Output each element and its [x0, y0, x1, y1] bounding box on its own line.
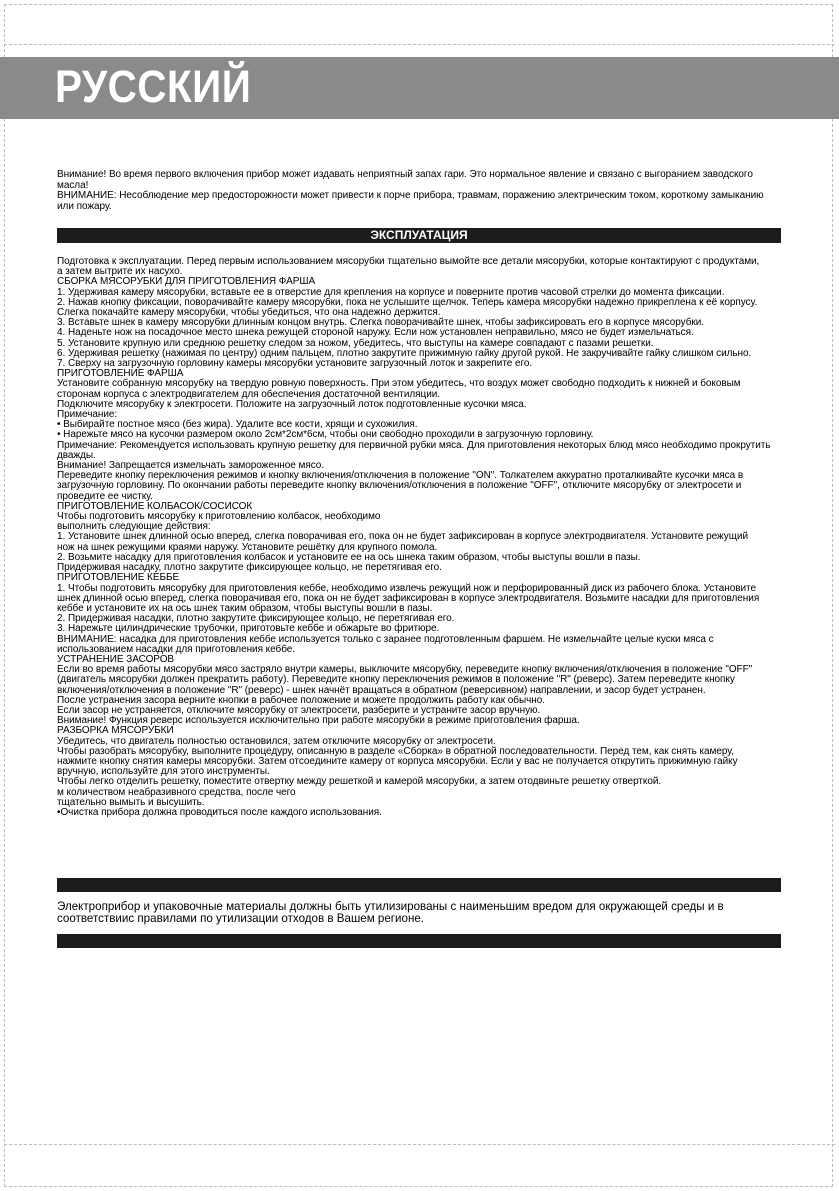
instruction-line: • Нарежьте мясо на кусочки размером около 2см*2см*6см, чтобы они свободно проходили в загрузочную горловину. [57, 429, 594, 441]
instruction-line: м количеством неабразивного средства, после чего [57, 786, 296, 798]
instruction-line: ВНИМАНИЕ: насадка для приготовления кеббе используется только с заранее подготовленным фаршем. Не измельчайте целые куски мяса с [57, 633, 714, 645]
instruction-line: Чтобы легко отделить решетку, поместите отвертку между решеткой и камерой мясорубки, а затем отодвиньте решетку отверткой. [57, 776, 662, 788]
language-banner [0, 57, 839, 119]
instruction-line: шнек длинной осью вперед, слегка поворачивая его, пока он не будет зафиксирован в корпусе электродвигателя. Возьмите насадки для приготовления [57, 592, 760, 604]
instruction-line: ПРИГОТОВЛЕНИЕ КЕББЕ [57, 572, 180, 584]
instruction-line: Примечание: Рекомендуется использовать крупную решетку для первичной рубки мяса. Для приготовления некоторых блюд мясо необходимо прокрутить [57, 439, 771, 451]
instruction-line: а затем вытрите их насухо. [57, 266, 183, 278]
instruction-line: 7. Сверху на загрузочную горловину камеры мясорубки установите загрузочный лоток и закрепите его. [57, 358, 533, 370]
instruction-line: 3. Нарежьте цилиндрические трубочки, приготовьте кеббе и обжарьте во фритюре. [57, 623, 440, 635]
instruction-line: Убедитесь, что двигатель полностью остановился, затем отключите мясорубку от электросети. [57, 735, 496, 747]
instruction-line: ПРИГОТОВЛЕНИЕ ФАРША [57, 368, 184, 380]
warning-notice [57, 170, 797, 212]
warning-line: Внимание! Во время первого включения прибор может издавать неприятный запах гари. Это нормальное явление и связано с выгоранием заводского [57, 169, 753, 180]
instruction-line: включения/отключения в положение "R" (реверс) - шнек начнёт вращаться в обратном (реверсивном) направлении, и засор будет устранен. [57, 684, 706, 696]
instruction-line: ПРИГОТОВЛЕНИЕ КОЛБАСОК/СОСИСОК [57, 500, 253, 512]
instruction-line: проведите ее чистку. [57, 490, 153, 502]
disposal-notice [57, 901, 802, 926]
instruction-line: Примечание: [57, 409, 118, 421]
instruction-line: 1. Чтобы подготовить мясорубку для приготовления кеббе, необходимо извлечь режущий нож и перфорированный диск из рабочего блока. Установите [57, 582, 756, 594]
instruction-line: 1. Удерживая камеру мясорубки, вставьте ее в отверстие для крепления на корпусе и поверните против часовой стрелки до момента фиксации. [57, 286, 725, 298]
instruction-line: Чтобы подготовить мясорубку к приготовлению колбасок, необходимо [57, 511, 381, 523]
instruction-line: загрузочную горловину. По окончании работы переведите кнопку включения/отключения в положение "OFF", отключите мясорубку от электросети и [57, 480, 742, 492]
instruction-line: Переведите кнопку переключения режимов и кнопку включения/отключения в положение "ON". Толкателем аккуратно проталкивайте кусочки мяса в [57, 470, 744, 482]
section-footer-bar [57, 934, 781, 948]
instruction-line: Придерживая насадку, плотно закрутите фиксирующее кольцо, не перетягивая его. [57, 562, 442, 574]
instruction-line: 3. Вставьте шнек в камеру мясорубки длинным концом внутрь. Слегка поворачивайте шнек, чтобы зафиксировать его в корпусе мясорубки. [57, 317, 705, 329]
instruction-line: После устранения засора верните кнопки в рабочее положение и можете продолжить работу как обычно. [57, 694, 545, 706]
instruction-line: Слегка покачайте камеру мясорубки, чтобы убедиться, что она надежно держится. [57, 307, 441, 319]
instruction-line: 2. Нажав кнопку фиксации, поворачивайте камеру мясорубки, пока не услышите щелчок. Теперь камера мясорубки надежно прикреплена к её корпусу. [57, 296, 758, 308]
instruction-line: 2. Возьмите насадку для приготовления колбасок и установите ее на ось шнека таким образом, чтобы выступы вошли в пазы. [57, 551, 641, 563]
instruction-line: 1. Установите шнек длинной осью вперед, слегка поворачивая его, пока он не будет зафиксирован в корпусе электродвигателя. Установите режущий [57, 531, 748, 543]
instruction-line: РАЗБОРКА МЯСОРУБКИ [57, 725, 174, 737]
instruction-line: 2. Придерживая насадки, плотно закрутите фиксирующее кольцо, не перетягивая его. [57, 613, 455, 625]
warning-line: или пожару. [57, 200, 112, 212]
instruction-line: тщательно вымыть и высушить. [57, 796, 205, 808]
instruction-line: Внимание! Функция реверс используется исключительно при работе мясорубки в режиме приготовления фарша. [57, 715, 580, 727]
disposal-line: с правилами по утилизации отходов в Вашем регионе. [128, 912, 425, 926]
instruction-line: вручную, используйте для этого инструменты. [57, 766, 270, 778]
instruction-line: использованием насадки для приготовления кеббе. [57, 643, 296, 655]
instruction-line: Подключите мясорубку к электросети. Положите на загрузочный лоток подготовленные кусочки мяса. [57, 398, 527, 410]
instruction-line: сторонам корпуса с электродвигателем для обеспечения достаточной вентиляции. [57, 388, 440, 400]
instruction-line: 4. Наденьте нож на посадочное место шнека режущей стороной наружу. Если нож установлен неправильно, мясо не будет измельчаться. [57, 327, 694, 339]
instruction-line: Чтобы разобрать мясорубку, выполните процедуру, описанную в разделе «Сборка» в обратной последовательности. Перед тем, как снять камеру, [57, 745, 734, 757]
instruction-line: нажмите кнопку снятия камеры мясорубки. Затем отсоедините камеру от корпуса мясорубки. Если у вас не получается открутить прижимную гайку [57, 755, 738, 767]
instruction-line: Внимание! Запрещается измельчать замороженное мясо. [57, 460, 325, 472]
warning-line: ВНИМАНИЕ: Несоблюдение мер предосторожности может привести к порче прибора, травмам, поражению электрическим током, короткому замыканию [57, 190, 764, 202]
instruction-line: •Очистка прибора должна проводиться после каждого использования. [57, 806, 382, 818]
instruction-line: кеббе и установите их на ось шнек таким образом, чтобы выступы вошли в пазы. [57, 602, 433, 614]
instruction-line: Если во время работы мясорубки мясо застряло внутри камеры, выключите мясорубку, переведите кнопку включения/отключения в положение "OFF" [57, 664, 753, 676]
section-header-blank [57, 878, 781, 892]
instruction-line: СБОРКА МЯСОРУБКИ ДЛЯ ПРИГОТОВЛЕНИЯ ФАРША [57, 276, 316, 288]
instruction-line: дважды. [57, 449, 96, 461]
instruction-line: 5. Установите крупную или среднюю решетку следом за ножом, убедитесь, что выступы на камере совпадают с пазами решетки. [57, 337, 654, 349]
instruction-line: Установите собранную мясорубку на твердую ровную поверхность. При этом убедитесь, что воздух может свободно подходить к нижней и боковым [57, 378, 741, 390]
instruction-line: Подготовка к эксплуатации. Перед первым использованием мясорубки тщательно вымойте все детали мясорубки, которые контактируют с продуктами, [57, 256, 760, 267]
section-header-operation: ЭКСПЛУАТАЦИЯ [57, 228, 781, 243]
instruction-line: УСТРАНЕНИЕ ЗАСОРОВ [57, 653, 175, 665]
instruction-line: (двигатель мясорубки должен прекратить работу). Переведите кнопку переключения режимов в положение "R" (реверс). Затем переведите кнопку [57, 674, 735, 686]
instruction-line: Если засор не устраняется, отключите мясорубку от электросети, разберите и устраните засор вручную. [57, 704, 541, 716]
cut-line-top [4, 44, 835, 45]
warning-line: масла! [57, 179, 89, 191]
cut-line-bottom [4, 1144, 835, 1145]
instruction-line: 6. Удерживая решетку (нажимая по центру) одним пальцем, плотно закрутите прижимную гайку другой рукой. Не закручивайте гайку слишком сильно. [57, 347, 752, 359]
instruction-line: • Выбирайте постное мясо (без жира). Удалите все кости, хрящи и сухожилия. [57, 419, 418, 431]
instruction-line: выполнить следующие действия: [57, 521, 211, 533]
disposal-line: Электроприбор и упаковочные материалы должны быть утилизированы с наименьшим вредом для окружающей среды и в соответствии [57, 900, 724, 926]
page-title: РУССКИЙ [55, 61, 252, 112]
operation-instructions [57, 257, 797, 818]
instruction-line: нож на шнек режущими краями наружу. Установите решётку для крупного помола. [57, 541, 438, 553]
